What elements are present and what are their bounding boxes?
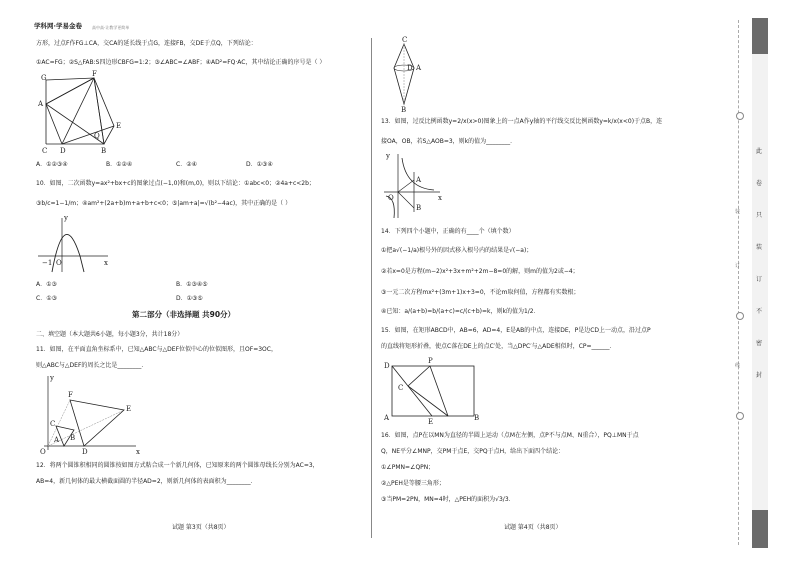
part2-heading: 第二部分（非选择题 共90分） (132, 310, 236, 319)
binding-char: 装 (756, 244, 763, 251)
label-A: A (54, 436, 60, 444)
binding-char: 卷 (756, 180, 763, 187)
q10-graph (38, 214, 118, 274)
label-C: C (50, 420, 56, 428)
q14-statement-4: ④已知：a/(a+b)=b/(a+c)=c/(c+b)=k，则k的值为1/2． (381, 308, 540, 315)
binding-char: 只 (756, 212, 763, 219)
q9-figure (38, 70, 128, 155)
label-O: O (56, 259, 62, 267)
q9-stem: 方形，过点F作FG⊥CA，交CA的延长线于点G，连接FB，交DE于点Q，下列结论： (36, 40, 257, 47)
q10-choice-a: A．①③ (36, 281, 57, 288)
footer-page4: 试题 第4页（共8页） (504, 524, 562, 531)
binding-hole (736, 412, 744, 420)
q16-conditions: Q，NE平分∠MNP，交PM于点E，交PQ于点H，给出下面四个结论： (381, 448, 565, 455)
label-neg1: −1 (42, 259, 53, 267)
label-B: B (474, 414, 480, 422)
label-O: O (40, 448, 46, 456)
binding-char: 此 (756, 148, 763, 155)
label-F: F (92, 70, 97, 78)
label-B: B (101, 147, 107, 155)
section2-heading: 二、填空题（本大题共6小题，每小题3分，共计18分） (36, 331, 184, 338)
label-D: D (60, 147, 66, 155)
label-C: C (398, 384, 404, 392)
q14-statement-2: ②若x=0是方程(m−2)x²+3x+m²+2m−8=0的解，则m的值为2或−4； (381, 268, 579, 275)
label-D: D (407, 64, 413, 72)
q10-choice-b: B．①③④⑤ (176, 281, 208, 288)
logo: 学科网·学易金卷 (34, 22, 82, 30)
label-F: F (68, 391, 73, 399)
binding-char: 订 (756, 276, 763, 283)
q12-blank: AB=4，新几何体的最大横截面圆的半径AD=2，则新几何体的表面积为________． (36, 478, 257, 485)
q10-stem: 10．如图，二次函数y=ax²+bx+c的图象过点(−1,0)和(m,0)，则以下结论：①abc<0；②4a+c<2b； (36, 180, 315, 187)
binding-mark-zhuang: 装 (735, 209, 741, 215)
label-A: A (416, 176, 422, 184)
binding-hole (736, 312, 744, 320)
binding-band-bottom (752, 510, 768, 548)
q9-statements: ①AC=FG；②S△FAB:S四边形CBFG=1:2；③∠ABC=∠ABF；④AD²=FQ·AC，其中结论正确的序号是（ ） (36, 59, 326, 66)
q14-statement-1: ①把a√(−1/a)根号外的因式移入根号内的结果是√(−a)； (381, 247, 533, 254)
label-Q: Q (94, 132, 100, 140)
axis-x: x (104, 259, 108, 267)
binding-hole (736, 112, 744, 120)
binding-mark-xian: 线 (735, 363, 741, 369)
label-A: A (416, 64, 422, 72)
label-E: E (428, 418, 434, 426)
q13-blank: 接OA，OB，若S△AOB=3，则k的值为________． (381, 138, 517, 145)
column-divider (371, 38, 372, 538)
label-A: A (38, 100, 44, 108)
axis-x: x (438, 194, 442, 202)
logo-subtitle: 高中高·让教学更简单 (92, 25, 130, 30)
binding-dashed-line (738, 20, 739, 545)
label-B: B (401, 106, 407, 114)
label-A: A (384, 414, 390, 422)
label-E: E (116, 122, 122, 130)
footer-page3: 试题 第3页（共8页） (172, 524, 230, 531)
binding-mark-ding: 订 (735, 263, 741, 269)
binding-char: 封 (756, 372, 763, 379)
binding-char: 不 (756, 308, 763, 315)
q16-result-1: ①∠PMN=∠QPN； (381, 464, 435, 471)
label-B: B (416, 204, 422, 212)
label-C: C (402, 36, 408, 44)
q15-blank: 的直线将矩形折叠，使点C落在DE上的点C′处，当△DPC′与△ADE相似时，CP=______． (381, 343, 616, 350)
label-D: D (82, 448, 88, 456)
q12-stem: 12．将两个圆锥积相同的圆锥按如图方式粘合成一个新几何体，已知原来的两个圆锥母线长分别为AC=3， (36, 462, 319, 469)
binding-strip (752, 18, 768, 548)
q10-choice-d: D．①③⑤ (176, 295, 203, 302)
q9-choice-c: C．②④ (176, 161, 197, 168)
q15-stem: 15．如图，在矩形ABCD中，AB=6，AD=4，E是AB的中点，连接DE，P是边CD上一动点，沿过点P (381, 327, 651, 334)
q16-result-3: ③当PM=2PN，MN=4时，△PEH的面积为√3/3． (381, 496, 515, 503)
q12-cone-figure (392, 36, 442, 114)
q11-stem: 11．如图，在平面直角坐标系中，已知△ABC与△DEF位似中心的位似图形，且OF=3OC， (36, 346, 277, 353)
label-E: E (126, 405, 132, 413)
q16-stem: 16．如图，点P在以MN为直径的半圆上运动（点M在左侧，点P不与点M、N重合），PQ⊥MN于点 (381, 432, 639, 439)
label-B: B (70, 434, 76, 442)
q13-stem: 13．如图，过反比例函数y=2/x(x>0)图象上的一点A作y轴的平行线交反比例函数y=k/x(x<0)于点B，连 (381, 118, 663, 125)
q14-statement-3: ③一元二次方程mx²+(3m+1)x+3=0，不论m取何值，方程都有实数根； (381, 289, 580, 296)
axis-x: x (136, 448, 140, 456)
q11-blank: 则△ABC与△DEF的周长之比是________． (36, 362, 148, 369)
label-G: G (41, 74, 47, 82)
q9-choice-d: D．①③④ (246, 161, 273, 168)
binding-char: 密 (756, 340, 763, 347)
label-O: O (388, 194, 394, 202)
q15-figure (384, 357, 484, 426)
label-P: P (428, 357, 433, 365)
axis-y: y (50, 374, 54, 382)
axis-y: y (386, 152, 390, 160)
label-C: C (42, 147, 48, 155)
q16-result-2: ②△PEH是等腰三角形； (381, 480, 445, 487)
q10-statements: ③b/c=1−1/m；④am²+(2a+b)m+a+b+c<0；⑤|am+a|=√(b²−4ac)，其中正确的是（ ） (36, 200, 292, 207)
q10-choice-c: C．①③ (36, 295, 57, 302)
q11-figure (40, 374, 150, 454)
axis-y: y (64, 214, 68, 222)
q9-choice-a: A．①②③④ (36, 161, 68, 168)
binding-band-top (752, 18, 768, 54)
q14-stem: 14．下列四个小题中，正确的有____个（填个数） (381, 228, 515, 235)
label-D: D (384, 362, 390, 370)
q9-choice-b: B．①②④ (106, 161, 133, 168)
q13-graph (384, 152, 444, 222)
